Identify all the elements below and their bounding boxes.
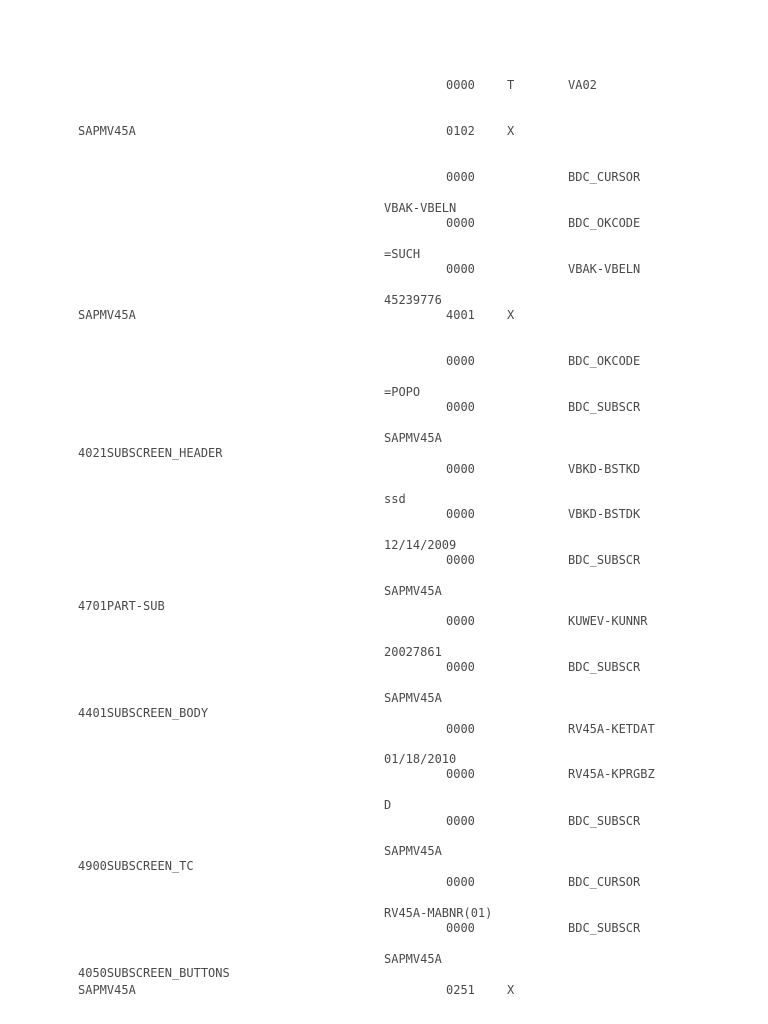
field-name: BDC_SUBSCR [568, 660, 641, 674]
field-name: BDC_CURSOR [568, 170, 641, 184]
dynpro-number: 0000 [446, 170, 475, 184]
program-name: 4401SUBSCREEN_BODY [78, 706, 209, 720]
field-name: BDC_CURSOR [568, 875, 641, 889]
dynpro-number: 0000 [446, 875, 475, 889]
field-name: KUWEV-KUNNR [568, 614, 648, 628]
dynbegin-flag: X [507, 124, 515, 138]
field-name: VBAK-VBELN [568, 262, 641, 276]
dynpro-number: 0000 [446, 921, 475, 935]
dynbegin-flag: X [507, 983, 515, 997]
field-name: BDC_OKCODE [568, 216, 641, 230]
dynpro-number: 0000 [446, 553, 475, 567]
dynpro-number: 0102 [446, 124, 475, 138]
program-name: 4900SUBSCREEN_TC [78, 859, 194, 873]
dynpro-number: 0000 [446, 507, 475, 521]
dynbegin-flag: T [507, 78, 515, 92]
program-name: 4701PART-SUB [78, 599, 165, 613]
dynpro-number: 0000 [446, 78, 475, 92]
field-value: VBAK-VBELN [384, 201, 457, 215]
field-value: SAPMV45A [384, 952, 442, 966]
field-name: VA02 [568, 78, 597, 92]
field-value: D [384, 798, 392, 812]
field-name: BDC_SUBSCR [568, 553, 641, 567]
dynpro-number: 0000 [446, 722, 475, 736]
field-name: BDC_SUBSCR [568, 921, 641, 935]
program-name: 4050SUBSCREEN_BUTTONS [78, 966, 230, 980]
field-name: BDC_SUBSCR [568, 400, 641, 414]
field-name: BDC_SUBSCR [568, 814, 641, 828]
field-name: RV45A-KPRGBZ [568, 767, 655, 781]
dynpro-number: 0251 [446, 983, 475, 997]
dynpro-number: 0000 [446, 767, 475, 781]
field-value: SAPMV45A [384, 431, 442, 445]
field-value: =SUCH [384, 247, 421, 261]
dynpro-number: 0000 [446, 400, 475, 414]
field-value: SAPMV45A [384, 584, 442, 598]
dynpro-number: 0000 [446, 262, 475, 276]
field-value: 45239776 [384, 293, 442, 307]
field-value: =POPO [384, 385, 421, 399]
field-value: 12/14/2009 [384, 538, 457, 552]
field-value: 20027861 [384, 645, 442, 659]
field-name: BDC_OKCODE [568, 354, 641, 368]
field-value: RV45A-MABNR(01) [384, 906, 493, 920]
dynpro-number: 4001 [446, 308, 475, 322]
field-value: SAPMV45A [384, 844, 442, 858]
dynbegin-flag: X [507, 308, 515, 322]
program-name: SAPMV45A [78, 124, 136, 138]
field-value: ssd [384, 492, 406, 506]
field-name: VBKD-BSTDK [568, 507, 641, 521]
dynpro-number: 0000 [446, 660, 475, 674]
field-name: VBKD-BSTKD [568, 462, 641, 476]
program-name: SAPMV45A [78, 308, 136, 322]
dynpro-number: 0000 [446, 614, 475, 628]
dynpro-number: 0000 [446, 354, 475, 368]
program-name: SAPMV45A [78, 983, 136, 997]
dynpro-number: 0000 [446, 814, 475, 828]
field-value: 01/18/2010 [384, 752, 457, 766]
dynpro-number: 0000 [446, 462, 475, 476]
field-value: SAPMV45A [384, 691, 442, 705]
field-name: RV45A-KETDAT [568, 722, 655, 736]
dynpro-number: 0000 [446, 216, 475, 230]
program-name: 4021SUBSCREEN_HEADER [78, 446, 223, 460]
